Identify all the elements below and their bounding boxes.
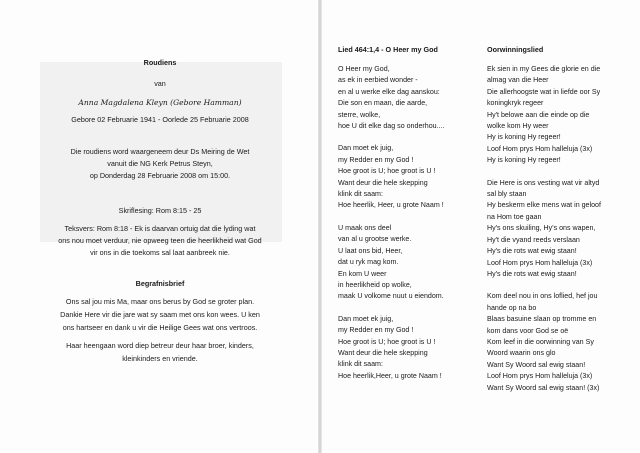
hymn-line: en al u werke elke dag aanskou: [338, 87, 440, 96]
victory-line: Hy't die vyand reeds verslaan [487, 235, 580, 244]
victory-line: Hy beskerm elke mens wat in geloof [487, 201, 601, 210]
victory-line: Die allerhoogste wat in liefde oor Sy [487, 87, 601, 96]
victory-line: Loof Hom prys Hom halleluja (3x) [487, 144, 593, 153]
victory-line: Woord waarin ons glo [487, 349, 556, 358]
victory-line: Loof Hom prys Hom halleluja (3x) [487, 372, 593, 381]
burial-line-4: Haar heengaan word diep betreur deur haar broer, kinders, [66, 341, 254, 350]
stanza-gap [338, 212, 444, 223]
life-dates: Gebore 02 Februarie 1941 - Oorlede 25 Februarie 2008 [71, 115, 249, 124]
left-page [0, 0, 318, 453]
victory-line: Die Here is ons vesting wat vir altyd [487, 178, 600, 187]
burial-line-3: ons hartseer en dank u vir die Heilige Gees wat ons vertroos. [62, 323, 258, 332]
victory-line: Hy's ons skuiling, Hy's ons wapen, [487, 224, 596, 233]
hymn-line: sterre, wolke, [338, 110, 381, 119]
hymn-line: in heerlikheid op wolke, [338, 280, 412, 289]
victory-line: Hy's die rots wat ewig staan! [487, 269, 577, 278]
service-line-1: Die roudiens word waargeneem deur Ds Meiring de Wet [70, 147, 250, 156]
hymn-line: Want deur die hele skepping [338, 178, 428, 187]
hymn-line: Die son en maan, die aarde, [338, 99, 428, 108]
stanza-gap [487, 167, 601, 178]
stanza-gap [487, 280, 601, 291]
hymn-line: van al u grootse werke. [338, 235, 412, 244]
service-line-3: op Donderdag 28 Februarie 2008 om 15:00. [89, 171, 231, 180]
stanza-gap [338, 303, 444, 314]
victory-line: Hy is koning Hy regeer! [487, 133, 561, 142]
van-label: van [154, 79, 166, 88]
title: Roudiens [143, 58, 177, 67]
victory-line: hande op na bo [487, 303, 537, 312]
victory-line: Want Sy Woord sal ewig staan! (3x) [487, 383, 600, 392]
victory-title: Oorwinningslied [487, 45, 544, 54]
hymn-line: Hoe heerlik,Heer, u grote Naam ! [338, 371, 442, 380]
burial-line-5: kleinkinders en vriende. [122, 354, 198, 363]
deceased-name: Anna Magdalena Kleyn (Gebore Hamman) [78, 98, 242, 107]
text-verse-line-2: ons nou moet verduur, nie opweeg teen die heerlikheid wat God [58, 236, 262, 245]
hymn-line: Want deur die hele skepping [338, 348, 428, 357]
burial-line-1: Ons sal jou mis Ma, maar ons berus by God se groter plan. [65, 297, 255, 306]
victory-line: Hy's die rots wat ewig staan! [487, 247, 577, 256]
burial-heading: Begrafnisbrief [135, 279, 185, 288]
hymn-line: klink dit saam: [338, 360, 383, 369]
text-verse-line-1: Teksvers: Rom 8:18 - Ek is daarvan ortuig dat die lyding wat [64, 224, 256, 233]
hymn-line: En kom U weer [338, 269, 387, 278]
victory-line: kom dans voor God se oë [487, 326, 569, 335]
hymn-line: hoe U dit elke dag so onderhou.... [338, 122, 445, 131]
right-page [322, 0, 640, 453]
hymn-title: Lied 464:1,4 - O Heer my God [338, 45, 438, 54]
service-line-2: vanuit die NG Kerk Petrus Steyn, [107, 159, 213, 168]
hymn-line: Dan moet ek juig, [338, 144, 394, 153]
hymn-line: Hoe groot is U; hoe groot is U ! [338, 167, 436, 176]
victory-line: Hy is koning Hy regeer! [487, 156, 561, 165]
hymn-line: dat u ryk mag kom. [338, 258, 399, 267]
stanza-gap [338, 132, 444, 143]
hymn-line: as ek in eerbied wonder - [338, 76, 418, 85]
victory-lyrics [487, 64, 601, 394]
hymn-line: Dan moet ek juig, [338, 314, 394, 323]
burial-line-2: Dankie Here vir die jare wat sy saam met ons kon wees. U ken [60, 310, 260, 319]
victory-line: Kom leef in die oorwinning van Sy [487, 337, 594, 346]
hymn-line: maak U volkome nuut u eiendom. [338, 292, 444, 301]
scripture-reading: Skriflesing: Rom 8:15 - 25 [118, 206, 202, 215]
hymn-line: Hoe groot is U; hoe groot is U ! [338, 337, 436, 346]
victory-line: wolke kom Hy weer [487, 122, 549, 131]
victory-line: Kom deel nou in ons loflied, hef jou [487, 292, 598, 301]
victory-line: Want Sy Woord sal ewig staan! [487, 360, 586, 369]
hymn-line: klink dit saam: [338, 190, 383, 199]
victory-line: Ek sien in my Gees die glorie en die [487, 65, 601, 73]
victory-line: na Hom toe gaan [487, 212, 542, 221]
victory-line: sal bly staan [487, 190, 527, 199]
victory-line: Loof Hom prys Hom halleluja (3x) [487, 258, 593, 267]
hymn-line: U laat ons bid, Heer, [338, 246, 403, 255]
victory-line: Blaas basuine slaan op tromme en [487, 315, 597, 324]
hymn-lyrics [338, 64, 444, 382]
hymn-line: my Redder en my God ! [338, 326, 414, 335]
victory-line: Hy't belowe aan die einde op die [487, 110, 590, 119]
hymn-line: Hoe heerlik, Heer, u grote Naam ! [338, 201, 444, 210]
hymn-line: O Heer my God, [338, 65, 390, 73]
hymn-line: U maak ons deel [338, 223, 392, 232]
hymn-line: my Redder en my God ! [338, 155, 414, 164]
victory-line: almag van die Heer [487, 76, 549, 85]
victory-line: koningkryk regeer [487, 99, 544, 108]
text-verse-line-3: vir ons in die toekoms sal laat aanbreek nie. [90, 248, 230, 257]
